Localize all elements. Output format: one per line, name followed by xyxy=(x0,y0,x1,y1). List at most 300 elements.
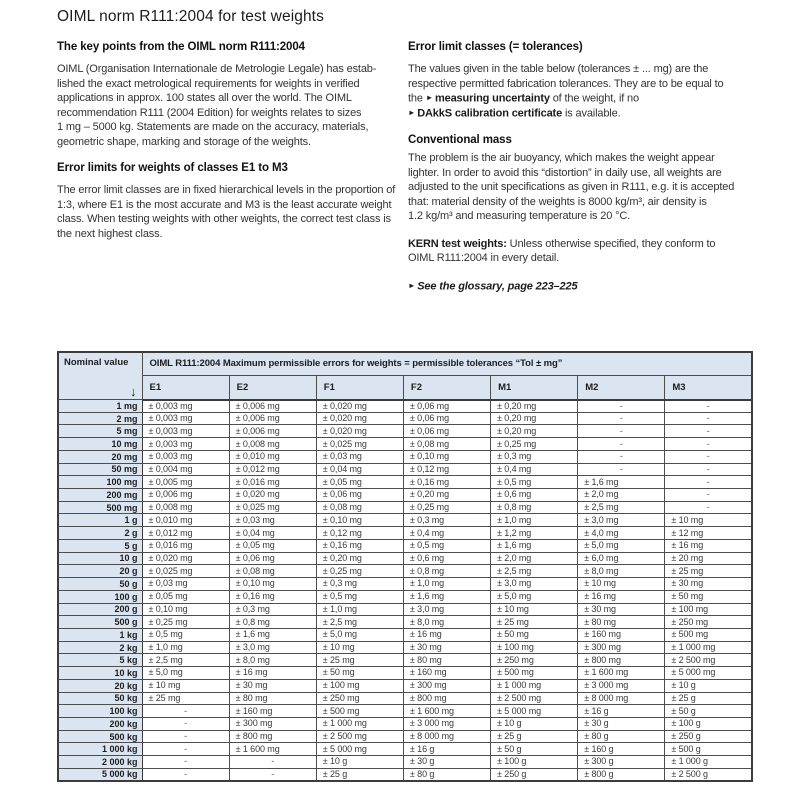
tolerance-cell: ± 25 g xyxy=(316,768,403,781)
tolerance-cell: ± 0,10 mg xyxy=(403,450,490,463)
tolerance-cell: ± 16 g xyxy=(403,743,490,756)
table-row xyxy=(58,628,752,641)
tolerance-cell: ± 0,25 mg xyxy=(316,565,403,578)
tolerance-cell: ± 0,012 mg xyxy=(229,463,316,476)
nominal-value-cell: 500 g xyxy=(58,616,142,629)
text-segment: 1:3, where E1 is the most accurate and M3 is the least accurate weight xyxy=(57,198,392,211)
text-segment: geometric shape, marking and storage of the weights. xyxy=(57,135,311,148)
tolerance-cell: ± 0,003 mg xyxy=(142,438,229,451)
table-row xyxy=(58,539,752,552)
class-header-m2: M2 xyxy=(578,375,665,399)
tolerance-cell: ± 80 mg xyxy=(403,654,490,667)
nominal-value-cell: 200 kg xyxy=(58,717,142,730)
tolerance-cell: - xyxy=(578,450,665,463)
kern-note-paragraph xyxy=(408,237,757,266)
tolerance-cell: ± 3 000 mg xyxy=(403,717,490,730)
tolerance-cell: ± 0,8 mg xyxy=(491,501,578,514)
tolerance-cell: ± 5 000 mg xyxy=(316,743,403,756)
tolerance-cell: ± 300 mg xyxy=(578,641,665,654)
tolerance-cell: ± 80 mg xyxy=(578,616,665,629)
text-segment: lighter. In order to avoid this “distortion” in daily use, all weights are xyxy=(408,166,722,179)
tolerance-table-body xyxy=(58,400,752,782)
tolerance-cell: ± 0,003 mg xyxy=(142,412,229,425)
tolerance-cell: ± 3,0 mg xyxy=(229,641,316,654)
tolerance-cell: ± 0,20 mg xyxy=(491,400,578,413)
tolerance-cell: ± 0,06 mg xyxy=(403,412,490,425)
tolerance-cell: - xyxy=(578,463,665,476)
span-header-row xyxy=(58,352,752,375)
tolerance-cell: ± 500 mg xyxy=(665,628,752,641)
class-header-e2: E2 xyxy=(229,375,316,399)
nominal-value-cell: 50 kg xyxy=(58,692,142,705)
tolerance-cell: ± 50 mg xyxy=(491,628,578,641)
tolerance-cell: - xyxy=(142,717,229,730)
tolerance-cell: ± 2,0 mg xyxy=(578,489,665,502)
table-row xyxy=(58,412,752,425)
tolerance-cell: ± 8,0 mg xyxy=(229,654,316,667)
text-segment: the next highest class. xyxy=(57,227,163,240)
tolerance-cell: ± 500 g xyxy=(665,743,752,756)
tolerance-cell: ± 0,020 mg xyxy=(229,489,316,502)
nominal-value-cell: 1 kg xyxy=(58,628,142,641)
tolerance-cell: ± 160 g xyxy=(578,743,665,756)
tolerance-cell: ± 300 g xyxy=(578,756,665,769)
tolerance-cell: ± 0,5 mg xyxy=(491,476,578,489)
tolerance-cell: ± 25 g xyxy=(665,692,752,705)
tolerance-cell: - xyxy=(142,705,229,718)
nominal-value-cell: 2 g xyxy=(58,527,142,540)
tolerance-cell: ± 5 000 mg xyxy=(491,705,578,718)
error-limit-classes-heading: Error limit classes (= tolerances) xyxy=(408,41,583,53)
tolerance-cell: - xyxy=(578,412,665,425)
table-row xyxy=(58,679,752,692)
tolerance-cell: ± 1,2 mg xyxy=(491,527,578,540)
tolerance-cell: ± 0,6 mg xyxy=(403,552,490,565)
tolerance-cell: ± 160 mg xyxy=(578,628,665,641)
tolerance-cell: ± 0,010 mg xyxy=(229,450,316,463)
tolerance-cell: ± 100 g xyxy=(491,756,578,769)
tolerance-cell: - xyxy=(142,768,229,781)
nominal-value-cell: 10 mg xyxy=(58,438,142,451)
conventional-mass-paragraph xyxy=(408,151,757,224)
tolerance-cell: - xyxy=(665,412,752,425)
tolerance-cell: ± 30 mg xyxy=(403,641,490,654)
tolerance-cell: ± 80 mg xyxy=(229,692,316,705)
tolerance-cell: ± 0,016 mg xyxy=(229,476,316,489)
table-row xyxy=(58,654,752,667)
tolerance-cell: ± 300 mg xyxy=(229,717,316,730)
table-row xyxy=(58,438,752,451)
nominal-value-cell: 2 kg xyxy=(58,641,142,654)
table-row xyxy=(58,527,752,540)
table-row xyxy=(58,476,752,489)
table-row xyxy=(58,705,752,718)
tolerance-cell: ± 0,5 mg xyxy=(403,539,490,552)
tolerance-cell: ± 30 g xyxy=(403,756,490,769)
nominal-value-cell: 100 mg xyxy=(58,476,142,489)
tolerance-cell: ± 0,010 mg xyxy=(142,514,229,527)
tolerance-cell: ± 30 mg xyxy=(665,578,752,591)
tolerance-cell: - xyxy=(665,450,752,463)
tolerance-cell: - xyxy=(665,476,752,489)
tolerance-cell: ± 25 g xyxy=(491,730,578,743)
tolerance-cell: ± 25 mg xyxy=(316,654,403,667)
text-segment: is available. xyxy=(562,107,621,120)
tolerance-cell: ± 16 mg xyxy=(403,628,490,641)
tolerance-cell: ± 20 mg xyxy=(665,552,752,565)
table-row xyxy=(58,578,752,591)
tolerance-cell: - xyxy=(142,743,229,756)
tolerance-cell: ± 2,5 mg xyxy=(578,501,665,514)
nominal-value-cell: 5 mg xyxy=(58,425,142,438)
tolerance-cell: - xyxy=(578,400,665,413)
tolerance-cell: ± 8,0 mg xyxy=(403,616,490,629)
tolerance-cell: ± 800 mg xyxy=(403,692,490,705)
text-segment: The values given in the table below (tolerances ± ... mg) are the xyxy=(408,63,709,75)
tolerance-cell: ± 0,12 mg xyxy=(316,527,403,540)
tolerance-cell: ± 2,5 mg xyxy=(316,616,403,629)
tolerance-cell: ± 0,8 mg xyxy=(403,565,490,578)
tolerance-cell: ± 0,025 mg xyxy=(142,565,229,578)
text-segment: See the glossary, page 223–225 xyxy=(417,280,578,292)
tolerance-cell: ± 50 mg xyxy=(665,590,752,603)
tolerance-cell: ± 0,008 mg xyxy=(142,501,229,514)
tolerance-cell: ± 16 g xyxy=(578,705,665,718)
nominal-value-cell: 500 kg xyxy=(58,730,142,743)
tolerance-cell: - xyxy=(665,501,752,514)
tolerance-cell: - xyxy=(229,768,316,781)
tolerance-cell: ± 0,10 mg xyxy=(316,514,403,527)
table-row xyxy=(58,603,752,616)
nominal-head-inner xyxy=(59,353,142,399)
text-segment: KERN test weights: xyxy=(408,237,507,250)
table-row xyxy=(58,514,752,527)
text-segment: measuring uncertainty xyxy=(434,92,550,105)
tolerance-cell: ± 0,03 mg xyxy=(142,578,229,591)
glossary-reference xyxy=(408,279,757,294)
nominal-value-cell: 20 mg xyxy=(58,450,142,463)
tolerance-cell: ± 6,0 mg xyxy=(578,552,665,565)
tolerance-cell: ± 80 g xyxy=(403,768,490,781)
tolerance-cell: ± 0,06 mg xyxy=(229,552,316,565)
tolerance-cell: ± 0,006 mg xyxy=(229,425,316,438)
nominal-value-cell: 200 g xyxy=(58,603,142,616)
table-row xyxy=(58,692,752,705)
tolerance-cell: ± 250 mg xyxy=(491,654,578,667)
tolerance-cell: ± 0,10 mg xyxy=(142,603,229,616)
table-span-header: OIML R111:2004 Maximum permissible errors for weights = permissible tolerances “Tol ± mg” xyxy=(142,352,752,375)
nominal-value-cell: 2 mg xyxy=(58,412,142,425)
nominal-value-header-cell xyxy=(58,352,142,400)
tolerance-cell: ± 0,4 mg xyxy=(491,463,578,476)
tolerance-cell: ± 1,0 mg xyxy=(403,578,490,591)
tolerance-cell: ± 80 g xyxy=(578,730,665,743)
tolerance-cell: ± 5 000 mg xyxy=(665,667,752,680)
tolerance-cell: ± 0,20 mg xyxy=(491,425,578,438)
tolerance-cell: ± 100 mg xyxy=(665,603,752,616)
tolerance-cell: ± 0,05 mg xyxy=(229,539,316,552)
tolerance-cell: ± 3,0 mg xyxy=(403,603,490,616)
tolerance-cell: ± 0,004 mg xyxy=(142,463,229,476)
tolerance-table xyxy=(57,351,753,782)
tolerance-cell: ± 250 mg xyxy=(665,616,752,629)
tolerance-cell: ± 0,20 mg xyxy=(491,412,578,425)
tolerance-cell: ± 25 mg xyxy=(665,565,752,578)
down-arrow-icon: ↓ xyxy=(130,384,137,399)
tolerance-cell: ± 0,25 mg xyxy=(403,501,490,514)
tolerance-cell: ± 0,3 mg xyxy=(491,450,578,463)
tolerance-cell: ± 0,025 mg xyxy=(229,501,316,514)
text-segment: recommendation R111 (2004 Edition) for weights relates to sizes xyxy=(57,106,362,119)
tolerance-cell: - xyxy=(229,756,316,769)
tolerance-cell: ± 1,6 mg xyxy=(229,628,316,641)
tolerance-cell: ± 1 000 g xyxy=(665,756,752,769)
right-column xyxy=(408,41,757,294)
tolerance-cell: ± 0,006 mg xyxy=(229,412,316,425)
tolerance-cell: ± 16 mg xyxy=(578,590,665,603)
nominal-value-cell: 1 g xyxy=(58,514,142,527)
tolerance-cell: ± 1 000 mg xyxy=(316,717,403,730)
tolerance-cell: ± 160 mg xyxy=(403,667,490,680)
class-header-m1: M1 xyxy=(491,375,578,399)
tolerance-cell: ± 0,06 mg xyxy=(316,489,403,502)
tolerance-cell: - xyxy=(665,425,752,438)
left-column xyxy=(57,41,408,294)
tolerance-cell: ± 10 g xyxy=(316,756,403,769)
nominal-value-cell: 5 kg xyxy=(58,654,142,667)
tolerance-cell: ± 0,3 mg xyxy=(229,603,316,616)
tolerance-cell: ± 5,0 mg xyxy=(578,539,665,552)
tolerance-cell: ± 100 mg xyxy=(316,679,403,692)
tolerance-cell: ± 1,6 mg xyxy=(491,539,578,552)
tolerance-cell: ± 30 mg xyxy=(229,679,316,692)
tolerance-cell: ± 800 mg xyxy=(578,654,665,667)
tolerance-cell: ± 2 500 mg xyxy=(316,730,403,743)
tolerance-cell: ± 0,04 mg xyxy=(316,463,403,476)
tolerance-cell: ± 0,025 mg xyxy=(316,438,403,451)
tolerance-cell: ± 25 mg xyxy=(491,616,578,629)
tolerance-cell: ± 800 mg xyxy=(229,730,316,743)
tolerance-cell: - xyxy=(142,730,229,743)
right-pointer-icon: ► xyxy=(408,108,418,117)
nominal-value-cell: 5 000 kg xyxy=(58,768,142,781)
tolerance-cell: ± 0,08 mg xyxy=(229,565,316,578)
nominal-value-cell: 1 mg xyxy=(58,400,142,413)
text-segment: respective permitted fabrication tolerances. They are to be equal to xyxy=(408,77,724,90)
tolerance-cell: ± 100 g xyxy=(665,717,752,730)
tolerance-cell: ± 50 g xyxy=(665,705,752,718)
text-segment: 1 mg – 5000 kg. Statements are made on the accuracy, materials, xyxy=(57,121,369,133)
tolerance-cell: ± 1,6 mg xyxy=(403,590,490,603)
tolerance-cell: ± 16 mg xyxy=(665,539,752,552)
tolerance-cell: - xyxy=(578,438,665,451)
table-row xyxy=(58,552,752,565)
tolerance-cell: ± 4,0 mg xyxy=(578,527,665,540)
class-header-f2: F2 xyxy=(403,375,490,399)
table-row xyxy=(58,501,752,514)
table-row xyxy=(58,717,752,730)
nominal-value-cell: 2 000 kg xyxy=(58,756,142,769)
tolerance-cell: ± 30 mg xyxy=(578,603,665,616)
tolerance-cell: ± 0,25 mg xyxy=(491,438,578,451)
class-header-m3: M3 xyxy=(665,375,752,399)
tolerance-cell: ± 250 g xyxy=(665,730,752,743)
tolerance-cell: ± 500 mg xyxy=(316,705,403,718)
text-segment: The error limit classes are in fixed hierarchical levels in the proportion of xyxy=(57,184,396,196)
tolerance-cell: ± 1 600 mg xyxy=(229,743,316,756)
tolerance-cell: ± 30 g xyxy=(578,717,665,730)
class-header-f1: F1 xyxy=(316,375,403,399)
text-columns xyxy=(57,41,757,294)
nominal-value-cell: 5 g xyxy=(58,539,142,552)
tolerance-cell: ± 0,16 mg xyxy=(316,539,403,552)
table-row xyxy=(58,730,752,743)
tolerance-cell: - xyxy=(665,400,752,413)
tolerance-cell: - xyxy=(665,438,752,451)
text-segment: Unless otherwise specified, they conform to xyxy=(506,237,716,250)
tolerance-cell: ± 10 g xyxy=(665,679,752,692)
tolerance-cell: ± 1 000 mg xyxy=(665,641,752,654)
nominal-value-cell: 500 mg xyxy=(58,501,142,514)
nominal-value-cell: 50 g xyxy=(58,578,142,591)
tolerance-cell: ± 3,0 mg xyxy=(491,578,578,591)
tolerance-cell: ± 10 mg xyxy=(665,514,752,527)
tolerance-cell: ± 0,25 mg xyxy=(142,616,229,629)
tolerance-cell: ± 10 mg xyxy=(578,578,665,591)
table-row xyxy=(58,641,752,654)
nominal-value-cell: 20 g xyxy=(58,565,142,578)
text-segment: DAkkS calibration certificate xyxy=(417,107,563,120)
text-segment: the xyxy=(408,92,426,105)
text-segment: 1.2 kg/m³ and measuring temperature is 20 °C. xyxy=(408,210,631,222)
text-segment: applications in approx. 100 states all over the world. The OIML xyxy=(57,92,352,104)
tolerance-cell: ± 16 mg xyxy=(229,667,316,680)
tolerance-cell: - xyxy=(578,425,665,438)
table-row xyxy=(58,489,752,502)
tolerance-cell: ± 10 mg xyxy=(316,641,403,654)
table-row xyxy=(58,616,752,629)
tolerance-cell: ± 0,003 mg xyxy=(142,425,229,438)
tolerance-cell: ± 0,016 mg xyxy=(142,539,229,552)
nominal-value-cell: 50 mg xyxy=(58,463,142,476)
tolerance-cell: ± 1,0 mg xyxy=(491,514,578,527)
tolerance-cell: ± 0,005 mg xyxy=(142,476,229,489)
page-title: OIML norm R111:2004 for test weights xyxy=(57,8,324,25)
tolerance-cell: ± 0,6 mg xyxy=(491,489,578,502)
tolerance-cell: ± 0,003 mg xyxy=(142,400,229,413)
tolerance-cell: ± 0,03 mg xyxy=(229,514,316,527)
tolerance-cell: ± 12 mg xyxy=(665,527,752,540)
tolerance-cell: ± 0,3 mg xyxy=(403,514,490,527)
tolerance-cell: ± 0,16 mg xyxy=(403,476,490,489)
tolerance-cell: ± 0,16 mg xyxy=(229,590,316,603)
tolerance-cell: ± 2,5 mg xyxy=(491,565,578,578)
tolerance-cell: - xyxy=(665,463,752,476)
table-row xyxy=(58,756,752,769)
table-row xyxy=(58,425,752,438)
tolerance-cell: ± 1,0 mg xyxy=(316,603,403,616)
tolerance-cell: ± 1,6 mg xyxy=(578,476,665,489)
table-row xyxy=(58,565,752,578)
tolerance-cell: ± 10 mg xyxy=(142,679,229,692)
table-row xyxy=(58,450,752,463)
text-segment: The problem is the air buoyancy, which makes the weight appear xyxy=(408,152,715,164)
conventional-mass-heading: Conventional mass xyxy=(408,134,512,146)
tolerance-table-container xyxy=(57,351,753,782)
table-row xyxy=(58,667,752,680)
text-segment: adjusted to the unit specifications as given in R111, e.g. it is accepted xyxy=(408,181,735,193)
nominal-value-cell: 1 000 kg xyxy=(58,743,142,756)
tolerance-cell: ± 0,8 mg xyxy=(229,616,316,629)
tolerance-cell: ± 0,08 mg xyxy=(316,501,403,514)
tolerance-cell: - xyxy=(665,489,752,502)
tolerance-cell: ± 0,020 mg xyxy=(316,412,403,425)
tolerance-cell: ± 0,03 mg xyxy=(316,450,403,463)
tolerance-cell: ± 0,12 mg xyxy=(403,463,490,476)
text-segment: lished the exact metrological requirements for weights in verified xyxy=(57,77,360,90)
tolerance-cell: ± 50 mg xyxy=(316,667,403,680)
tolerance-cell: ± 3,0 mg xyxy=(578,514,665,527)
tolerance-cell: ± 0,5 mg xyxy=(142,628,229,641)
tolerance-cell: ± 2,0 mg xyxy=(491,552,578,565)
tolerance-cell: ± 250 mg xyxy=(316,692,403,705)
nominal-value-cell: 200 mg xyxy=(58,489,142,502)
tolerance-cell: ± 0,020 mg xyxy=(316,400,403,413)
tolerance-cell: ± 0,05 mg xyxy=(142,590,229,603)
nominal-value-cell: 20 kg xyxy=(58,679,142,692)
tolerance-cell: ± 50 g xyxy=(491,743,578,756)
tolerance-cell: ± 100 mg xyxy=(491,641,578,654)
tolerance-cell: ± 800 g xyxy=(578,768,665,781)
tolerance-cell: ± 5,0 mg xyxy=(316,628,403,641)
right-pointer-icon: ► xyxy=(425,93,435,102)
tolerance-cell: ± 500 mg xyxy=(491,667,578,680)
table-row xyxy=(58,400,752,413)
right-pointer-icon: ► xyxy=(408,280,418,290)
tolerance-cell: ± 2 500 mg xyxy=(665,654,752,667)
nominal-value-cell: 100 kg xyxy=(58,705,142,718)
tolerance-cell: ± 0,3 mg xyxy=(316,578,403,591)
text-segment: OIML R111:2004 in every detail. xyxy=(408,252,560,264)
key-points-paragraph xyxy=(57,62,408,149)
document-page xyxy=(57,8,757,294)
tolerance-cell: ± 1 600 mg xyxy=(403,705,490,718)
tolerance-cell: ± 0,020 mg xyxy=(142,552,229,565)
tolerance-cell: ± 250 g xyxy=(491,768,578,781)
key-points-heading: The key points from the OIML norm R111:2004 xyxy=(57,41,305,53)
tolerance-cell: ± 160 mg xyxy=(229,705,316,718)
tolerance-cell: ± 1,0 mg xyxy=(142,641,229,654)
tolerance-cell: ± 2 500 mg xyxy=(491,692,578,705)
tolerance-cell: ± 0,05 mg xyxy=(316,476,403,489)
text-segment: of the weight, if no xyxy=(549,92,639,105)
class-header-e1: E1 xyxy=(142,375,229,399)
class-header-row xyxy=(58,375,752,399)
tolerance-cell: ± 0,003 mg xyxy=(142,450,229,463)
tolerance-cell: ± 0,006 mg xyxy=(229,400,316,413)
tolerance-cell: ± 1 000 mg xyxy=(491,679,578,692)
tolerance-cell: ± 2,5 mg xyxy=(142,654,229,667)
error-limits-heading: Error limits for weights of classes E1 to M3 xyxy=(57,162,288,174)
tolerance-cell: ± 0,020 mg xyxy=(316,425,403,438)
table-row xyxy=(58,743,752,756)
tolerance-cell: ± 0,006 mg xyxy=(142,489,229,502)
tolerance-cell: ± 8 000 mg xyxy=(403,730,490,743)
text-segment: that: material density of the weights is 8000 kg/m³, air density is xyxy=(408,195,707,208)
tolerance-table-head xyxy=(58,352,752,400)
nominal-value-header-label: Nominal value xyxy=(64,357,129,368)
nominal-value-cell: 100 g xyxy=(58,590,142,603)
